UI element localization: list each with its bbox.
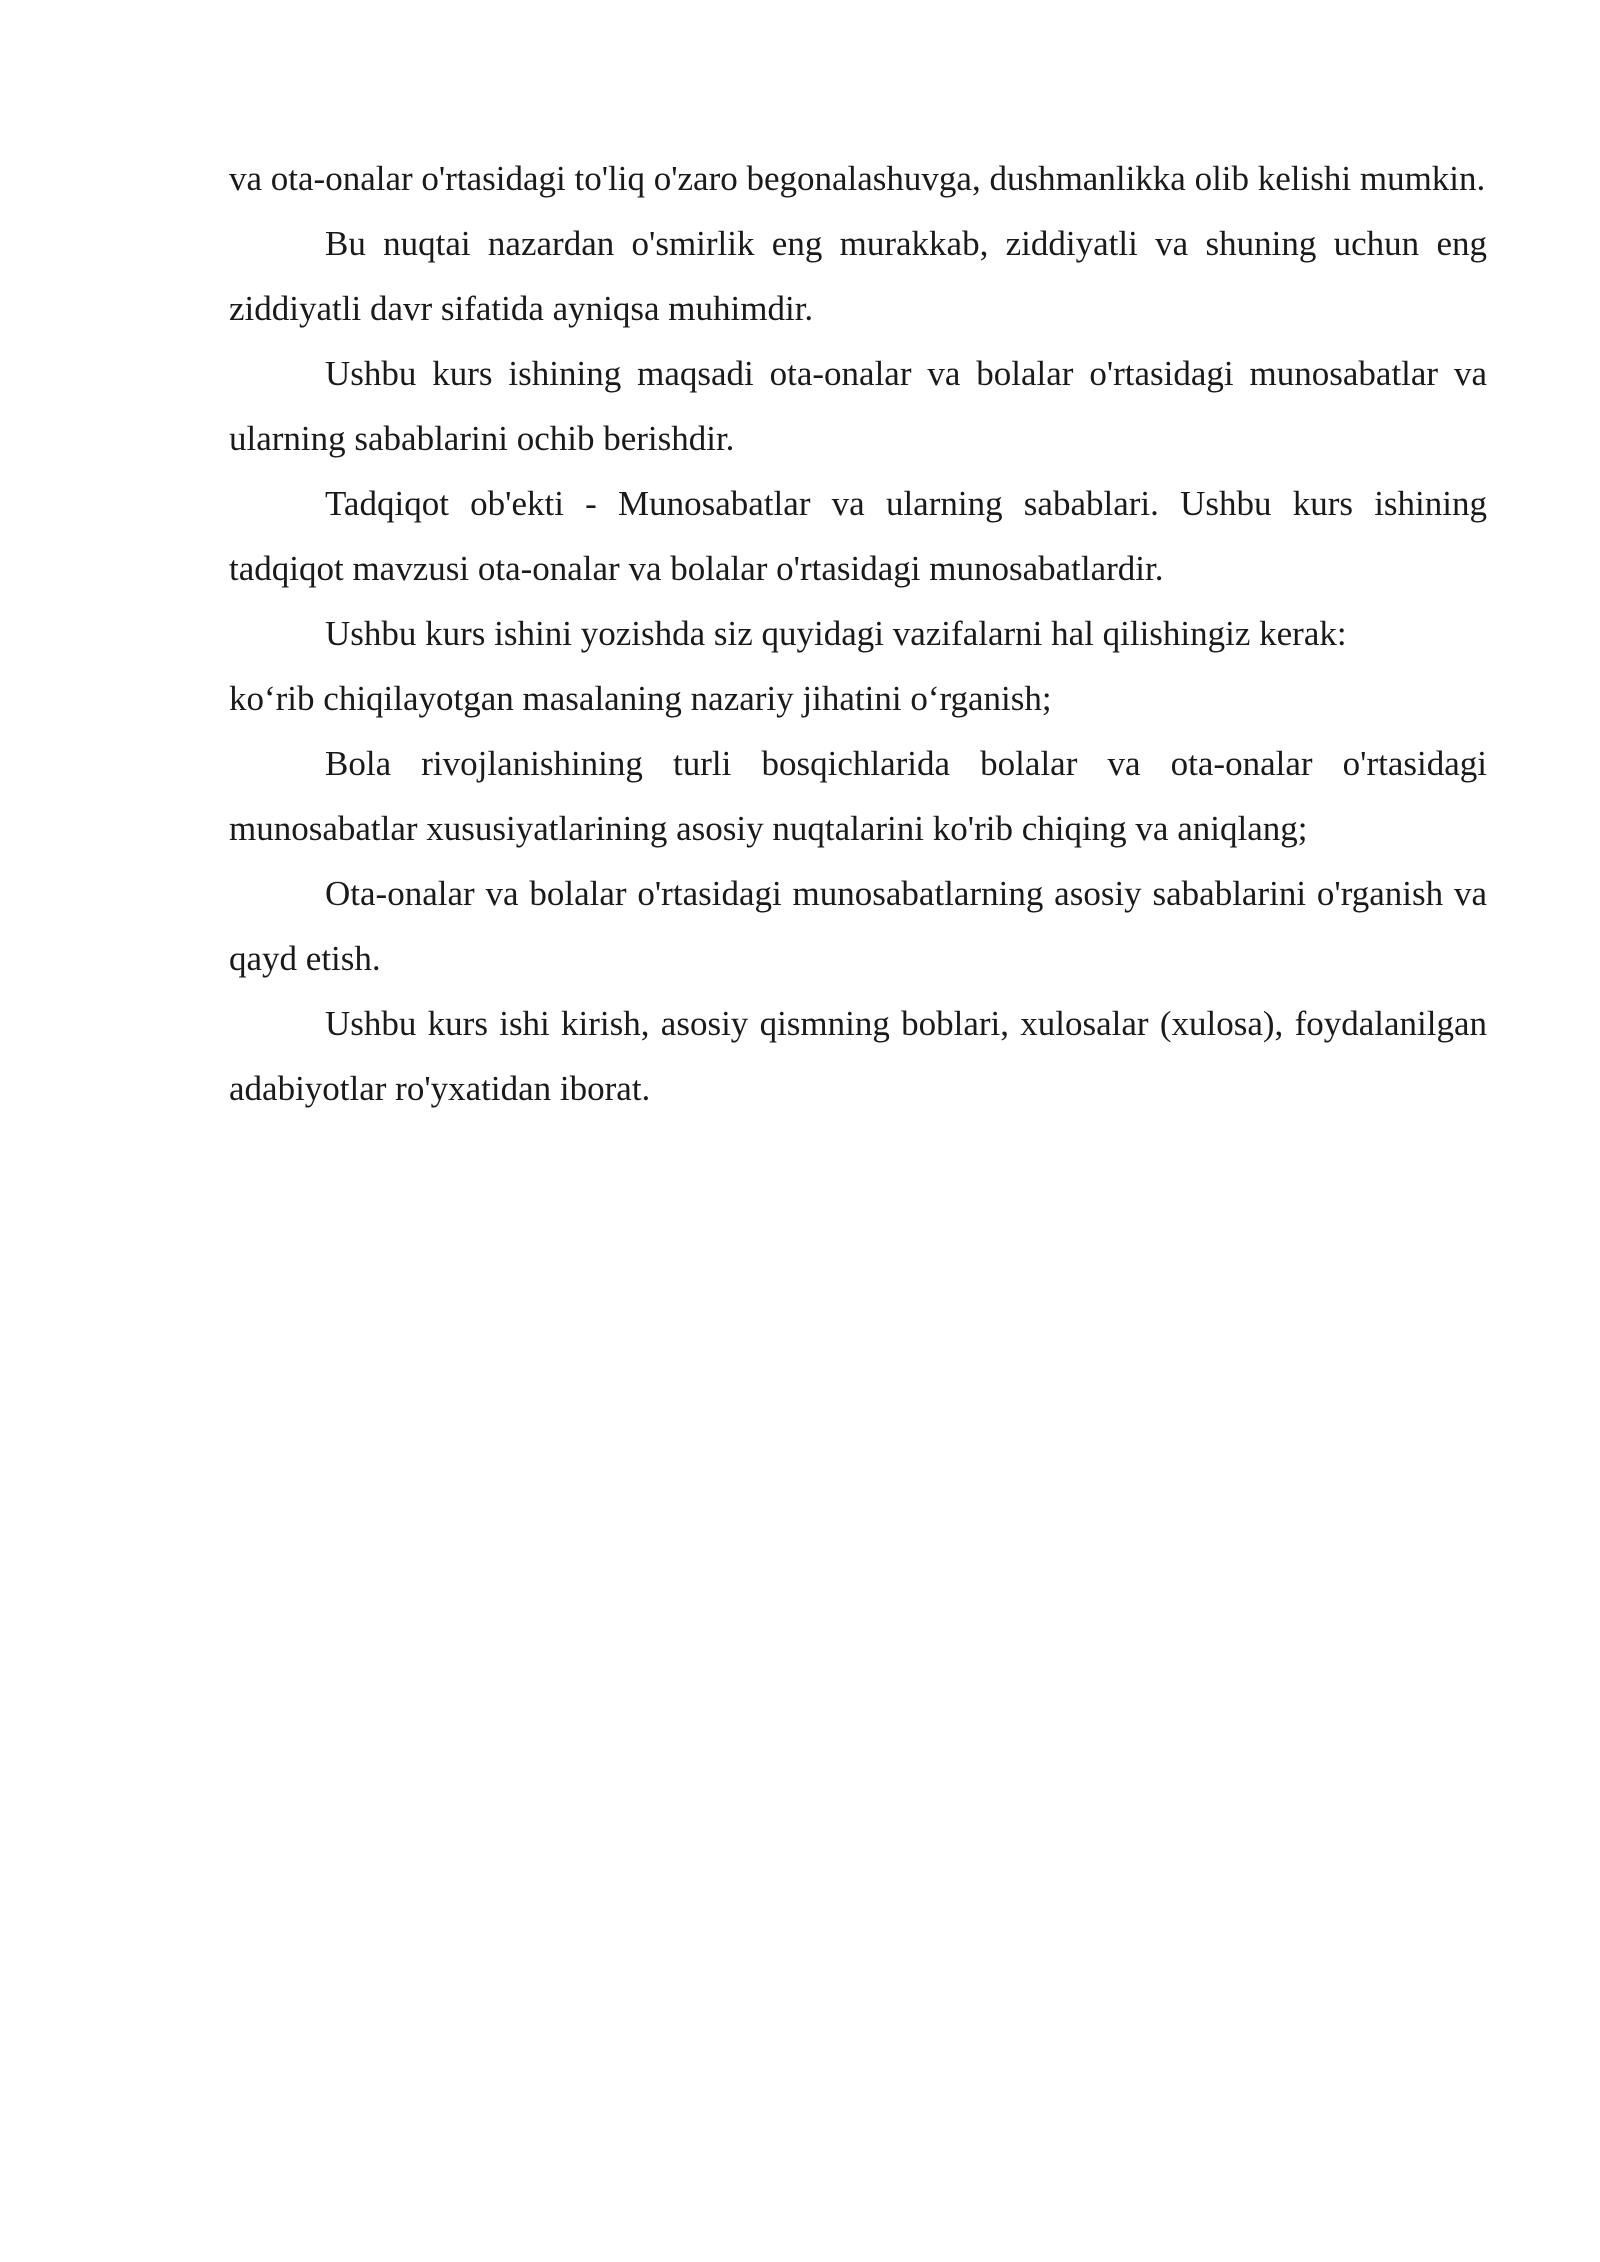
paragraph-adolescence: Bu nuqtai nazardan o'smirlik eng murakkab, ziddiyatli va shuning uchun eng ziddiyatli davr sifatida ayniqsa muhimdir. <box>229 224 1487 328</box>
paragraph-structure: Ushbu kurs ishi kirish, asosiy qismning boblari, xulosalar (xulosa), foydalanilgan adabiyotlar ro'yxatidan iborat. <box>229 1004 1487 1108</box>
paragraph-continuation: va ota-onalar o'rtasidagi to'liq o'zaro begonalashuvga, dushmanlikka olib kelishi mumkin. <box>229 159 1486 198</box>
paragraph-tasks-intro: Ushbu kurs ishini yozishda siz quyidagi vazifalarni hal qilishingiz kerak: <box>325 614 1347 653</box>
paragraph-goal: Ushbu kurs ishining maqsadi ota-onalar va bolalar o'rtasidagi munosabatlar va ularning sabablarini ochib berishdir. <box>229 354 1487 458</box>
paragraph-task-3: Ota-onalar va bolalar o'rtasidagi munosabatlarning asosiy sabablarini o'rganish va qayd etish. <box>229 874 1487 978</box>
paragraph-task-2: Bola rivojlanishining turli bosqichlarida bolalar va ota-onalar o'rtasidagi munosabatlar xususiyatlarining asosiy nuqtalarini ko'rib chiqing va aniqlang; <box>229 744 1487 848</box>
document-body <box>229 146 1487 1121</box>
paragraph-research-object: Tadqiqot ob'ekti - Munosabatlar va ularning sabablari. Ushbu kurs ishining tadqiqot mavzusi ota-onalar va bolalar o'rtasidagi munosabatlardir. <box>229 484 1487 588</box>
paragraph-task-1: ko‘rib chiqilayotgan masalaning nazariy jihatini o‘rganish; <box>229 679 1052 718</box>
